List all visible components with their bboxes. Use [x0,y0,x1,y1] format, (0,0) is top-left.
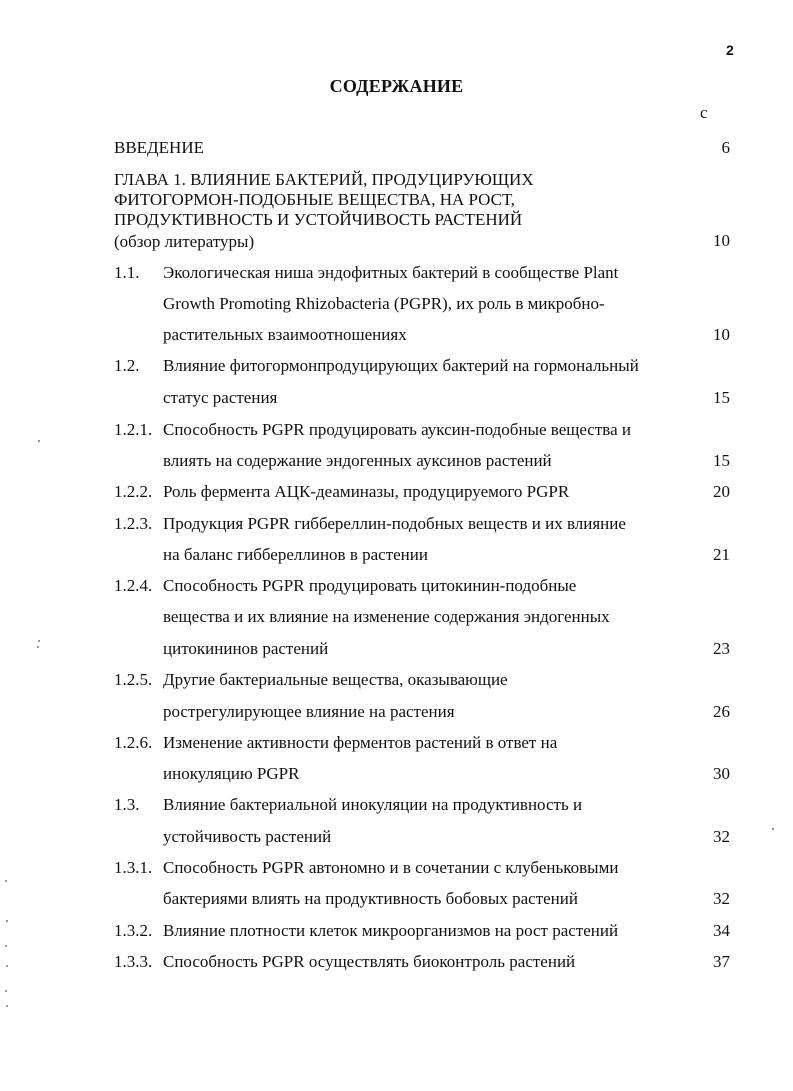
toc-entry-line: Влияние фитогормонпродуцирующих бактерий на гормональный [163,356,639,375]
toc-entry-page: 20 [713,482,730,501]
toc-entry-number: 1.3. [114,795,140,814]
toc-entry-page: 26 [713,702,730,721]
chapter-heading-line: ФИТОГОРМОН-ПОДОБНЫЕ ВЕЩЕСТВА, НА РОСТ, [114,190,515,209]
toc-entry-line: на баланс гиббереллинов в растении [163,545,428,564]
toc-entry-line: вещества и их влияние на изменение содержания эндогенных [163,607,610,626]
toc-entry-line: Влияние бактериальной инокуляции на продуктивность и [163,795,583,814]
toc-entry-number: 1.2.6. [114,733,153,752]
toc-entry-page: 21 [713,545,730,564]
chapter-heading-line: ПРОДУКТИВНОСТЬ И УСТОЙЧИВОСТЬ РАСТЕНИЙ [114,210,523,229]
toc-entry-line: Способность PGPR автономно и в сочетании с клубеньковыми [163,858,619,877]
toc-entry-number: 1.2.5. [114,670,153,689]
toc-entry-page: 34 [713,921,730,940]
chapter-heading-line: ГЛАВА 1. ВЛИЯНИЕ БАКТЕРИЙ, ПРОДУЦИРУЮЩИХ [114,170,534,189]
toc-entry-line: рострегулирующее влияние на растения [163,702,455,721]
toc-entry-line: Экологическая ниша эндофитных бактерий в сообществе Plant [163,263,619,282]
page-column-header: с [700,103,708,122]
page-number: 2 [726,42,734,58]
toc-entry-line: растительных взаимоотношениях [163,325,407,344]
toc-entry-page: 15 [713,388,730,407]
toc-entry-number: 1.2. [114,356,140,375]
toc-entry-page: 10 [713,325,730,344]
toc-introduction-page: 6 [721,138,730,157]
chapter-heading-line: (обзор литературы) [114,232,255,251]
toc-entry-line: Продукция PGPR гиббереллин-подобных веществ и их влияние [163,514,626,533]
toc-entry-number: 1.3.1. [114,858,153,877]
toc-entry-number: 1.2.2. [114,482,153,501]
toc-entry-line: Влияние плотности клеток микроорганизмов на рост растений [163,921,619,940]
toc-entry-page: 37 [713,952,730,971]
toc-entry-page: 23 [713,639,730,658]
toc-entry-line: влиять на содержание эндогенных ауксинов растений [163,451,552,470]
toc-entry-page: 32 [713,889,730,908]
toc-entry-line: устойчивость растений [163,827,332,846]
toc-entry-line: Способность PGPR продуцировать цитокинин-подобные [163,576,577,595]
toc-entry-line: Другие бактериальные вещества, оказывающие [163,670,508,689]
toc-entry-number: 1.1. [114,263,140,282]
toc-entry-line: Изменение активности ферментов растений в ответ на [163,733,558,752]
toc-entry-line: Способность PGPR осуществлять биоконтроль растений [163,952,576,971]
toc-entry-line: статус растения [163,388,278,407]
toc-entry-number: 1.3.3. [114,952,153,971]
toc-entry-number: 1.3.2. [114,921,153,940]
toc-entry-line: Способность PGPR продуцировать ауксин-подобные вещества и [163,420,631,439]
toc-entry-line: цитокининов растений [163,639,329,658]
toc-entry-page: 30 [713,764,730,783]
chapter-page: 10 [713,231,730,250]
toc-entry-line: инокуляцию PGPR [163,764,300,783]
toc-entry-page: 32 [713,827,730,846]
toc-entry-number: 1.2.3. [114,514,153,533]
toc-entry-number: 1.2.1. [114,420,153,439]
toc-entry-number: 1.2.4. [114,576,153,595]
toc-entry-line: Роль фермента АЦК-деаминазы, продуцируемого PGPR [163,482,570,501]
toc-entry-page: 15 [713,451,730,470]
toc-entry-line: бактериями влиять на продуктивность бобовых растений [163,889,578,908]
toc-entry-line: Growth Promoting Rhizobacteria (PGPR), их роль в микробно- [163,294,605,313]
toc-introduction-label: ВВЕДЕНИЕ [114,138,204,157]
page-title: СОДЕРЖАНИЕ [329,76,464,96]
